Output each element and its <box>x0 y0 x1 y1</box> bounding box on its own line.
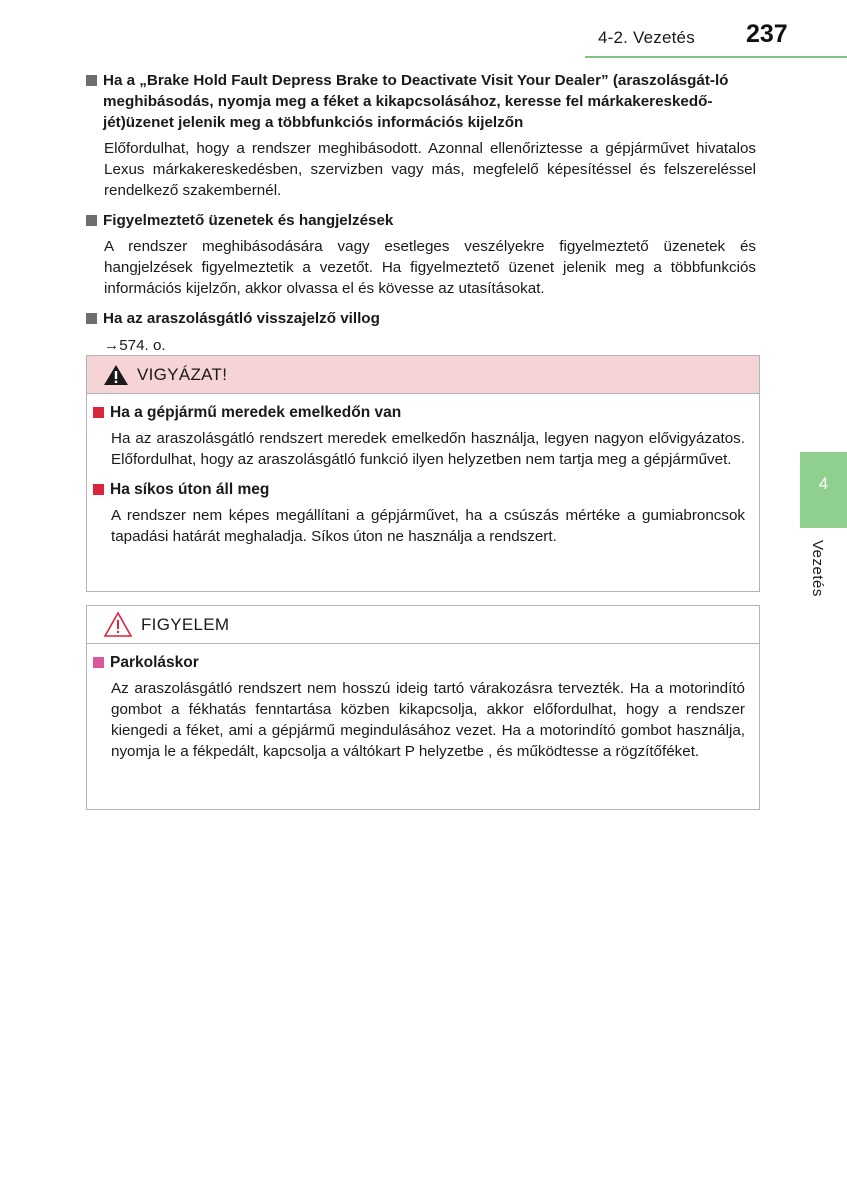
warning-item-heading-text: Ha síkos úton áll meg <box>110 481 270 498</box>
chapter-tab-label: Vezetés <box>809 540 826 597</box>
warning-box <box>86 355 760 592</box>
square-bullet-icon <box>86 313 97 324</box>
section-indicator-flashing <box>86 308 756 356</box>
warning-triangle-icon <box>103 363 129 387</box>
warning-item-text: A rendszer nem képes megállítani a gépjárművet, ha a csúszás mértéke a gumiabroncsok tapadási határát meghaladja. Síkos úton ne használja a rendszert. <box>111 507 745 545</box>
notice-box-title: FIGYELEM <box>141 614 230 634</box>
chapter-tab[interactable] <box>800 452 847 528</box>
page-reference-link[interactable]: →574. o. <box>104 337 166 354</box>
section-title: 4-2. Vezetés <box>598 28 695 47</box>
chapter-tab-number: 4 <box>818 474 829 493</box>
warning-item-heading <box>93 402 745 423</box>
section-heading-text: Figyelmeztető üzenetek és hangjelzések <box>103 212 394 229</box>
caution-triangle-icon <box>103 611 133 639</box>
warning-box-title: VIGYÁZAT! <box>137 364 228 384</box>
section-warning-messages <box>86 210 756 299</box>
warning-box-header <box>87 356 759 394</box>
notice-item-text: Az araszolásgátló rendszert nem hosszú ideig tartó várakozásra tervezték. Ha a motorindító gombot a fékhatás fenntartása közben kikapcsolja, akkor előfordulhat, hogy a rendszer kiengedi a féket, ami a gépjármű megindulásához vezet. Ha a motorindító gombot használja, nyomja le a fékpedált, kapcsolja a váltókart P helyzetbe , és működtesse a rögzítőféket. <box>111 680 745 760</box>
section-heading <box>86 308 756 329</box>
section-heading <box>86 70 756 133</box>
warning-item <box>93 479 745 547</box>
warning-item <box>93 402 745 470</box>
warning-item-text: Ha az araszolásgátló rendszert meredek emelkedőn használja, legyen nagyon elővigyázatos. Előfordulhat, hogy az araszolásgátló funkció ilyen helyzetben nem tartja meg a gépjárművet. <box>111 430 745 468</box>
section-brake-hold-fault <box>86 70 756 201</box>
notice-box <box>86 605 760 810</box>
square-bullet-icon <box>93 484 104 495</box>
warning-box-body <box>87 394 759 547</box>
section-heading-text: Ha az araszolásgátló visszajelző villog <box>103 310 380 327</box>
square-bullet-icon <box>93 657 104 668</box>
section-text: Előfordulhat, hogy a rendszer meghibásodott. Azonnal ellenőriztesse a gépjárművet hivatalos Lexus márkakereskedésben, szervizben vagy más, megfelelő képesítéssel és felszereléssel rendelkező szakembernél. <box>104 140 756 199</box>
header-rule <box>585 56 847 58</box>
square-bullet-icon <box>93 407 104 418</box>
warning-item-heading-text: Ha a gépjármű meredek emelkedőn van <box>110 404 402 421</box>
notice-box-body <box>87 644 759 762</box>
notice-box-header <box>87 606 759 644</box>
section-text: A rendszer meghibásodására vagy esetleges veszélyekre figyelmeztető üzenetek és hangjelzések figyelmeztetik a vezetőt. Ha figyelmeztető üzenet jelenik meg a többfunkciós információs kijelzőn, akkor olvassa el és kövesse az utasításokat. <box>104 238 756 297</box>
warning-item-heading <box>93 479 745 500</box>
section-heading <box>86 210 756 231</box>
page-number: 237 <box>746 20 788 48</box>
main-content <box>86 70 756 365</box>
notice-item-heading-text: Parkoláskor <box>110 654 199 671</box>
square-bullet-icon <box>86 215 97 226</box>
notice-item <box>93 652 745 762</box>
section-heading-text: Ha a „Brake Hold Fault Depress Brake to Deactivate Visit Your Dealer” (araszolásgát-ló meghibásodás, nyomja meg a féket a kikapcsolásához, keresse fel márkakereskedő-jét)üzenet jelenik meg a többfunkciós információs kijelzőn <box>103 72 729 131</box>
square-bullet-icon <box>86 75 97 86</box>
notice-item-heading <box>93 652 745 673</box>
